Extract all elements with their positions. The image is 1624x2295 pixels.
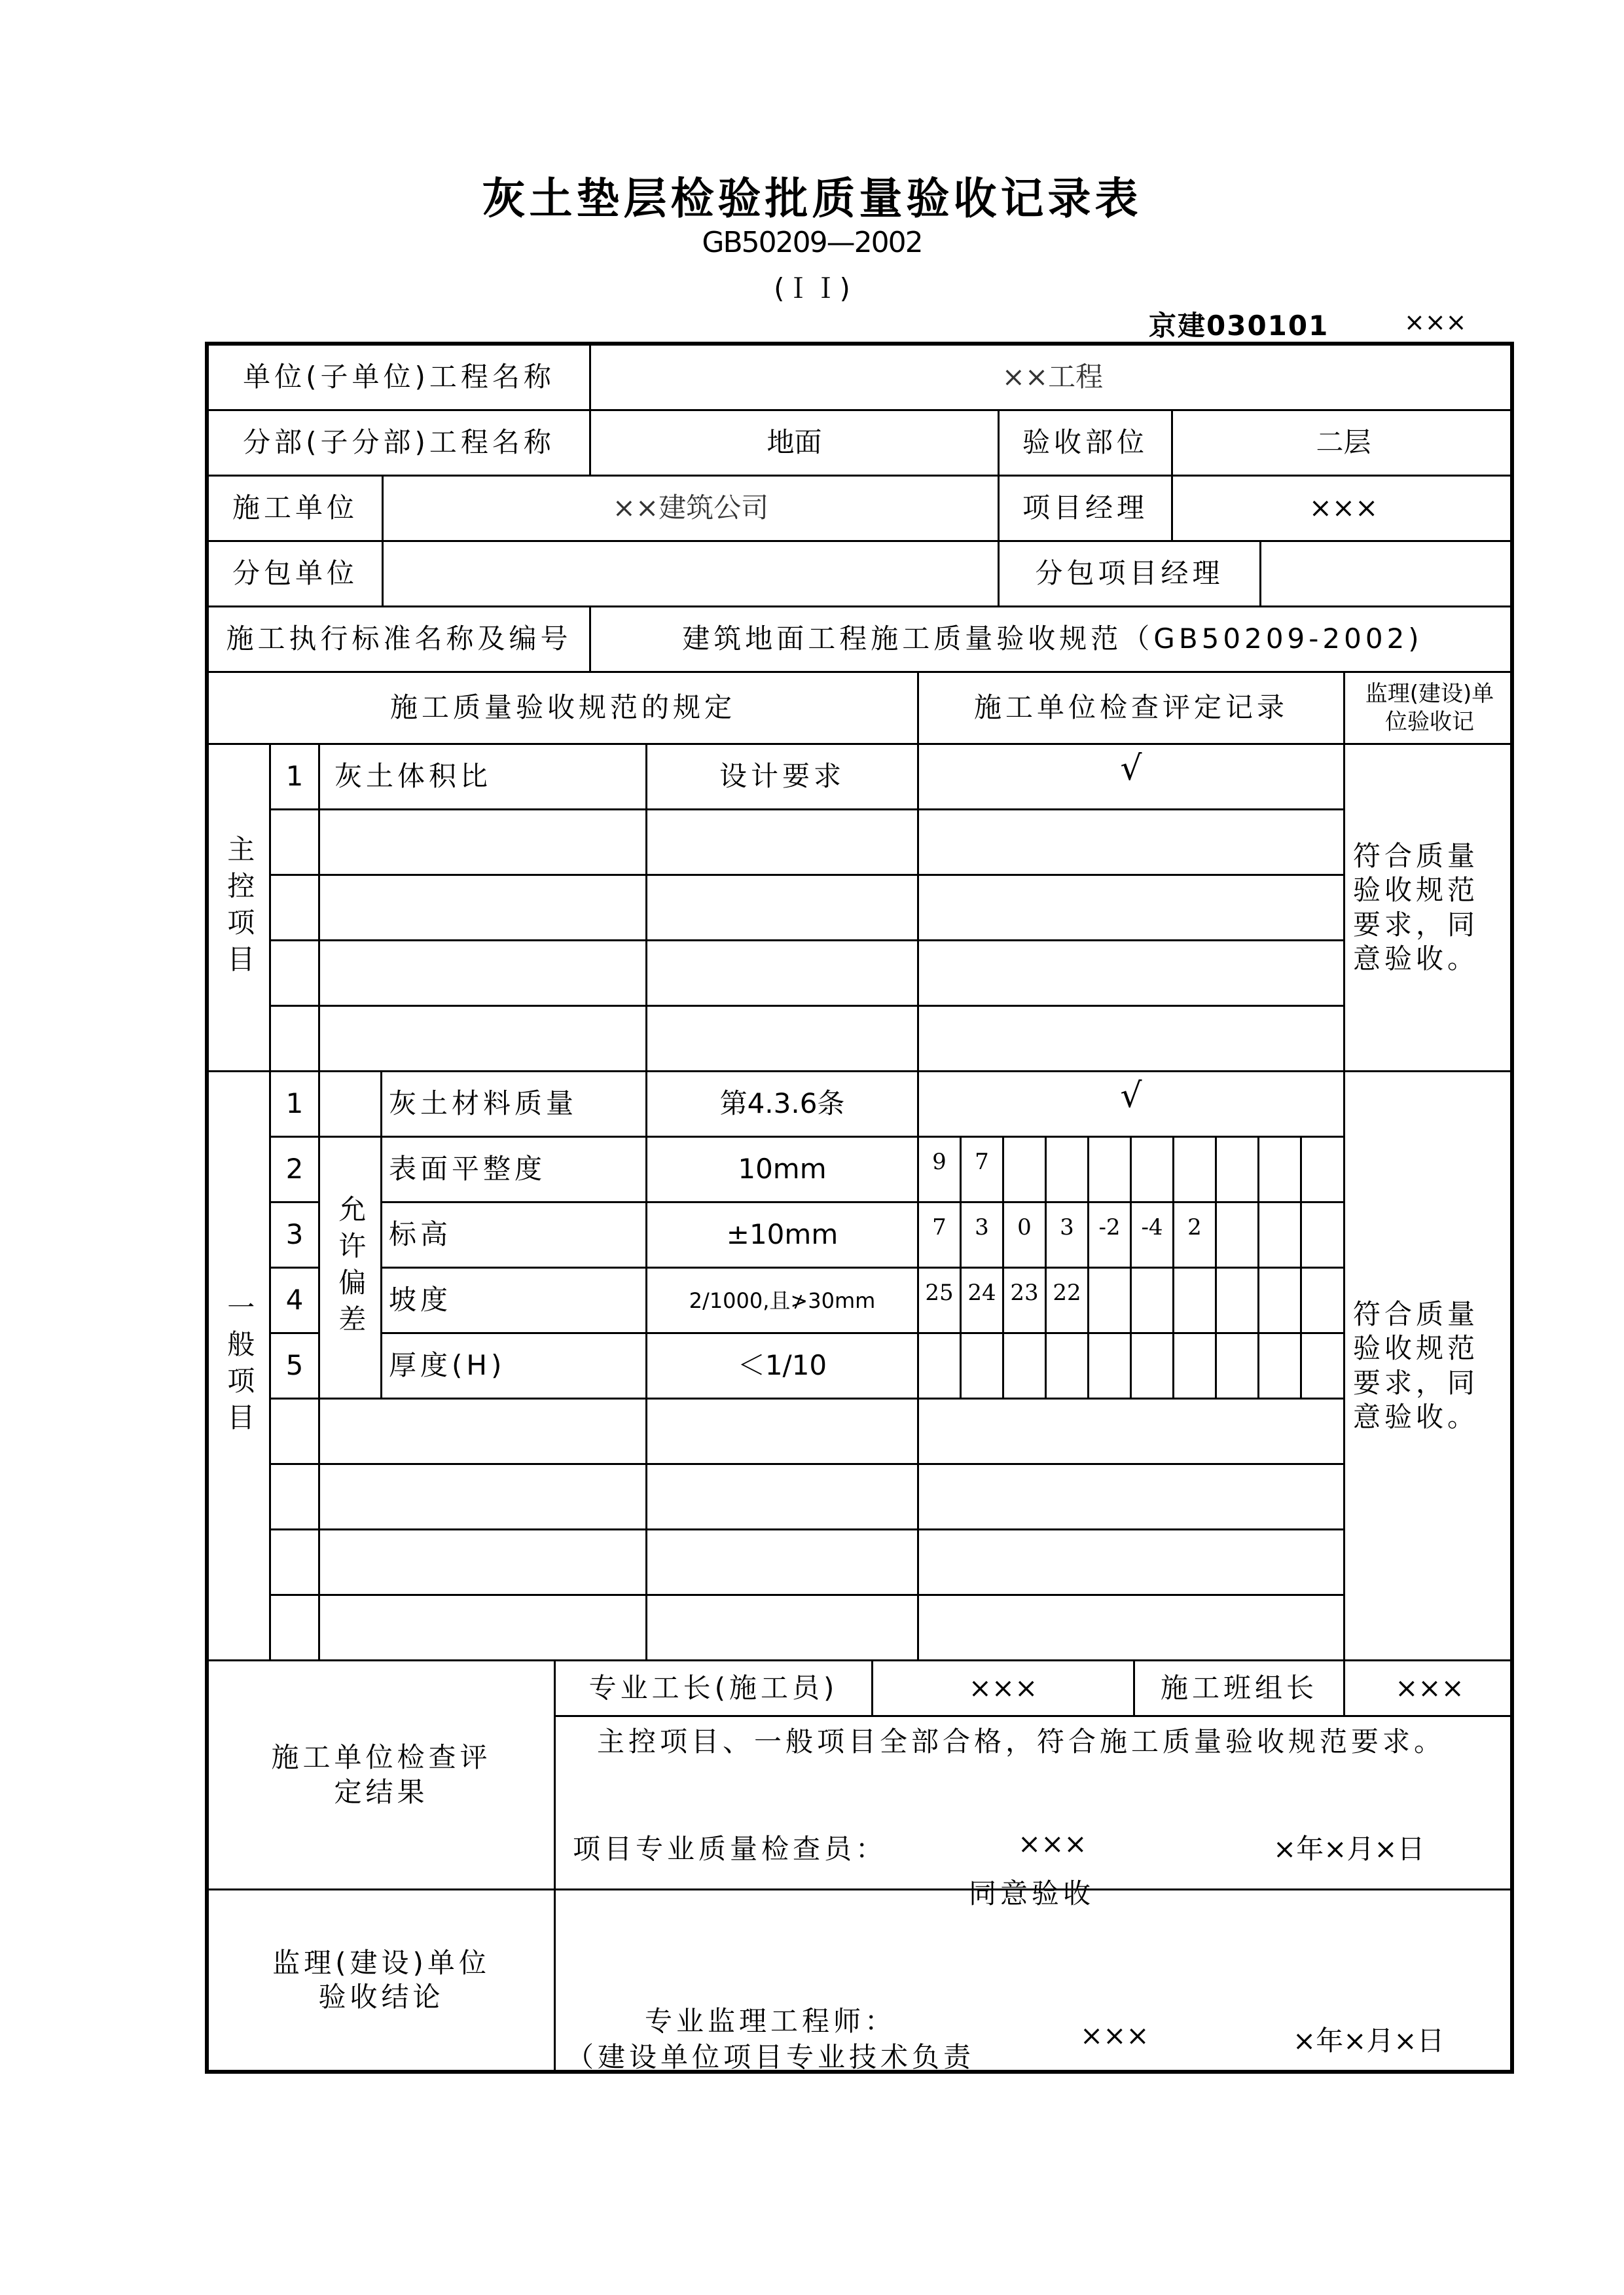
general-row-4-item: 坡度 bbox=[382, 1269, 647, 1334]
general-row-4-req: 2/1000,且≯30mm bbox=[647, 1269, 919, 1334]
measure-cell[interactable]: -4 bbox=[1132, 1203, 1174, 1269]
general-empty-no bbox=[271, 1596, 320, 1661]
measure-cell[interactable]: 23 bbox=[1004, 1269, 1047, 1334]
main-empty-req bbox=[647, 1007, 919, 1072]
pm-value[interactable]: ××× bbox=[1173, 477, 1514, 542]
general-label: 一般项目 bbox=[209, 1072, 271, 1661]
general-row-5-req: ＜1/10 bbox=[647, 1334, 919, 1400]
main-empty-item bbox=[320, 941, 647, 1007]
construction-check-label: 施工单位检查评定结果 bbox=[209, 1661, 556, 1890]
main-empty-req bbox=[647, 876, 919, 941]
form-variant: (ＩＩ) bbox=[774, 272, 850, 304]
general-empty-req bbox=[647, 1465, 919, 1530]
measure-cell[interactable] bbox=[1004, 1334, 1047, 1400]
construction-result-text[interactable]: 主控项目、一般项目全部合格，符合施工质量验收规范要求。 bbox=[597, 1726, 1446, 1758]
unit-project-label: 单位(子单位)工程名称 bbox=[209, 346, 591, 411]
general-row-2-req: 10mm bbox=[647, 1138, 919, 1203]
construction-unit-value[interactable]: ××建筑公司 bbox=[384, 477, 1000, 542]
measure-cell[interactable] bbox=[1174, 1334, 1217, 1400]
measure-cell[interactable] bbox=[1089, 1138, 1132, 1203]
measure-cell[interactable] bbox=[1132, 1269, 1174, 1334]
exec-std-label: 施工执行标准名称及编号 bbox=[209, 607, 591, 673]
main-empty-item bbox=[320, 876, 647, 941]
measure-cell[interactable]: -2 bbox=[1089, 1203, 1132, 1269]
general-row-1-blank bbox=[320, 1072, 382, 1138]
measure-cell[interactable] bbox=[1217, 1334, 1259, 1400]
sub-pm-value[interactable] bbox=[1261, 542, 1514, 607]
accept-part-value[interactable]: 二层 bbox=[1173, 411, 1514, 477]
measure-cell[interactable] bbox=[962, 1334, 1004, 1400]
measure-cell[interactable] bbox=[1089, 1269, 1132, 1334]
main-control-label: 主控项目 bbox=[209, 745, 271, 1072]
inspection-date[interactable]: ×年×月×日 bbox=[1273, 1833, 1425, 1865]
general-empty-no bbox=[271, 1400, 320, 1465]
measure-cell[interactable]: 2 bbox=[1174, 1203, 1217, 1269]
general-row-3-no: 3 bbox=[271, 1203, 320, 1269]
measure-cell[interactable] bbox=[1047, 1138, 1089, 1203]
measure-cell[interactable] bbox=[1217, 1138, 1259, 1203]
engineer-value[interactable]: ××× bbox=[1080, 2019, 1149, 2051]
supervision-label: 监理(建设)单位验收结论 bbox=[209, 1890, 556, 2070]
measure-cell[interactable] bbox=[1132, 1334, 1174, 1400]
inspector-value[interactable]: ××× bbox=[1018, 1828, 1087, 1860]
general-empty-record[interactable] bbox=[919, 1465, 1345, 1530]
main-empty-no bbox=[271, 941, 320, 1007]
measure-cell[interactable] bbox=[1259, 1334, 1302, 1400]
measure-cell[interactable]: 3 bbox=[1047, 1203, 1089, 1269]
general-empty-req bbox=[647, 1400, 919, 1465]
general-empty-item bbox=[320, 1465, 647, 1530]
main-row-1-item: 灰土体积比 bbox=[320, 745, 647, 810]
measure-cell[interactable] bbox=[1217, 1203, 1259, 1269]
measure-cell[interactable] bbox=[1132, 1138, 1174, 1203]
spec-column-header: 施工质量验收规范的规定 bbox=[209, 673, 919, 745]
form-title: 灰土垫层检验批质量验收记录表 bbox=[482, 173, 1142, 224]
tolerance-label: 允许偏差 bbox=[320, 1138, 382, 1400]
main-control-conclusion[interactable]: 符合质量验收规范要求，同意验收。 bbox=[1345, 745, 1514, 1072]
record-column-header: 施工单位检查评定记录 bbox=[919, 673, 1345, 745]
general-empty-item bbox=[320, 1400, 647, 1465]
exec-std-value[interactable]: 建筑地面工程施工质量验收规范（GB50209-2002) bbox=[591, 607, 1514, 673]
general-empty-record[interactable] bbox=[919, 1400, 1345, 1465]
team-leader-label: 施工班组长 bbox=[1135, 1661, 1345, 1717]
measure-cell[interactable]: 7 bbox=[962, 1138, 1004, 1203]
main-empty-req bbox=[647, 810, 919, 876]
subcontract-value[interactable] bbox=[384, 542, 1000, 607]
measure-cell[interactable]: 25 bbox=[919, 1269, 962, 1334]
inspector-label: 项目专业质量检查员： bbox=[573, 1833, 888, 1865]
standard-number: GB50209—2002 bbox=[702, 226, 922, 259]
main-empty-record[interactable] bbox=[919, 941, 1345, 1007]
measure-cell[interactable] bbox=[1302, 1334, 1345, 1400]
main-empty-record[interactable] bbox=[919, 810, 1345, 876]
general-row-5-item: 厚度(H) bbox=[382, 1334, 647, 1400]
main-empty-record[interactable] bbox=[919, 1007, 1345, 1072]
measure-cell[interactable] bbox=[1259, 1269, 1302, 1334]
general-empty-req bbox=[647, 1530, 919, 1596]
general-empty-record[interactable] bbox=[919, 1530, 1345, 1596]
pm-label: 项目经理 bbox=[1000, 477, 1173, 542]
general-empty-req bbox=[647, 1596, 919, 1661]
measure-cell[interactable]: 3 bbox=[962, 1203, 1004, 1269]
measure-cell[interactable] bbox=[1174, 1138, 1217, 1203]
main-empty-item bbox=[320, 810, 647, 876]
general-empty-record[interactable] bbox=[919, 1596, 1345, 1661]
general-row-5-no: 5 bbox=[271, 1334, 320, 1400]
measure-cell[interactable] bbox=[1004, 1138, 1047, 1203]
sub-project-label: 分部(子分部)工程名称 bbox=[209, 411, 591, 477]
measure-cell[interactable]: 0 bbox=[1004, 1203, 1047, 1269]
measure-cell[interactable]: 7 bbox=[919, 1203, 962, 1269]
sub-project-value[interactable]: 地面 bbox=[591, 411, 1000, 477]
main-empty-no bbox=[271, 1007, 320, 1072]
main-empty-no bbox=[271, 876, 320, 941]
main-empty-item bbox=[320, 1007, 647, 1072]
accept-part-label: 验收部位 bbox=[1000, 411, 1173, 477]
general-row-1-item: 灰土材料质量 bbox=[382, 1072, 647, 1138]
general-row-3-item: 标高 bbox=[382, 1203, 647, 1269]
main-row-1-record[interactable]: √ bbox=[919, 745, 1345, 810]
form-code: 京建030101 bbox=[1149, 310, 1329, 342]
unit-project-value[interactable]: ××工程 bbox=[591, 346, 1514, 411]
measure-cell[interactable] bbox=[1047, 1334, 1089, 1400]
measure-cell[interactable] bbox=[1302, 1269, 1345, 1334]
measure-cell[interactable] bbox=[1217, 1269, 1259, 1334]
measure-cell[interactable]: 24 bbox=[962, 1269, 1004, 1334]
measure-cell[interactable]: 22 bbox=[1047, 1269, 1089, 1334]
subcontract-label: 分包单位 bbox=[209, 542, 384, 607]
main-row-1-req: 设计要求 bbox=[647, 745, 919, 810]
engineer-label: 专业监理工程师： bbox=[645, 2005, 897, 2037]
general-row-3-req: ±10mm bbox=[647, 1203, 919, 1269]
measure-cell[interactable]: 9 bbox=[919, 1138, 962, 1203]
main-empty-req bbox=[647, 941, 919, 1007]
general-row-1-req: 第4.3.6条 bbox=[647, 1072, 919, 1138]
measure-cell[interactable] bbox=[1302, 1203, 1345, 1269]
general-row-2-no: 2 bbox=[271, 1138, 320, 1203]
engineer-label-2: （建设单位项目专业技术负责 bbox=[566, 2041, 975, 2073]
general-row-1-no: 1 bbox=[271, 1072, 320, 1138]
foreman-label: 专业工长(施工员) bbox=[556, 1661, 873, 1717]
inspection-form-table bbox=[205, 342, 1514, 2074]
general-conclusion[interactable]: 符合质量验收规范要求，同意验收。 bbox=[1345, 1072, 1514, 1661]
measure-cell[interactable] bbox=[1089, 1334, 1132, 1400]
general-empty-no bbox=[271, 1465, 320, 1530]
measure-cell[interactable] bbox=[1174, 1269, 1217, 1334]
main-empty-no bbox=[271, 810, 320, 876]
sub-pm-label: 分包项目经理 bbox=[1000, 542, 1261, 607]
measure-cell[interactable] bbox=[1259, 1138, 1302, 1203]
supervision-column-header: 监理(建设)单位验收记 bbox=[1345, 673, 1514, 745]
team-leader-value[interactable]: ××× bbox=[1345, 1661, 1514, 1717]
main-row-1-no: 1 bbox=[271, 745, 320, 810]
construction-unit-label: 施工单位 bbox=[209, 477, 384, 542]
general-row-2-item: 表面平整度 bbox=[382, 1138, 647, 1203]
general-row-4-no: 4 bbox=[271, 1269, 320, 1334]
general-empty-no bbox=[271, 1530, 320, 1596]
measure-cell[interactable] bbox=[1259, 1203, 1302, 1269]
foreman-value[interactable]: ××× bbox=[873, 1661, 1135, 1717]
general-row-1-record[interactable]: √ bbox=[919, 1072, 1345, 1138]
supervision-date[interactable]: ×年×月×日 bbox=[1293, 2025, 1445, 2057]
general-empty-item bbox=[320, 1530, 647, 1596]
general-empty-item bbox=[320, 1596, 647, 1661]
form-code-extra: ××× bbox=[1404, 308, 1467, 336]
main-empty-record[interactable] bbox=[919, 876, 1345, 941]
supervision-result-text[interactable]: 同意验收 bbox=[969, 1877, 1095, 1909]
measure-cell[interactable] bbox=[919, 1334, 962, 1400]
measure-cell[interactable] bbox=[1302, 1138, 1345, 1203]
